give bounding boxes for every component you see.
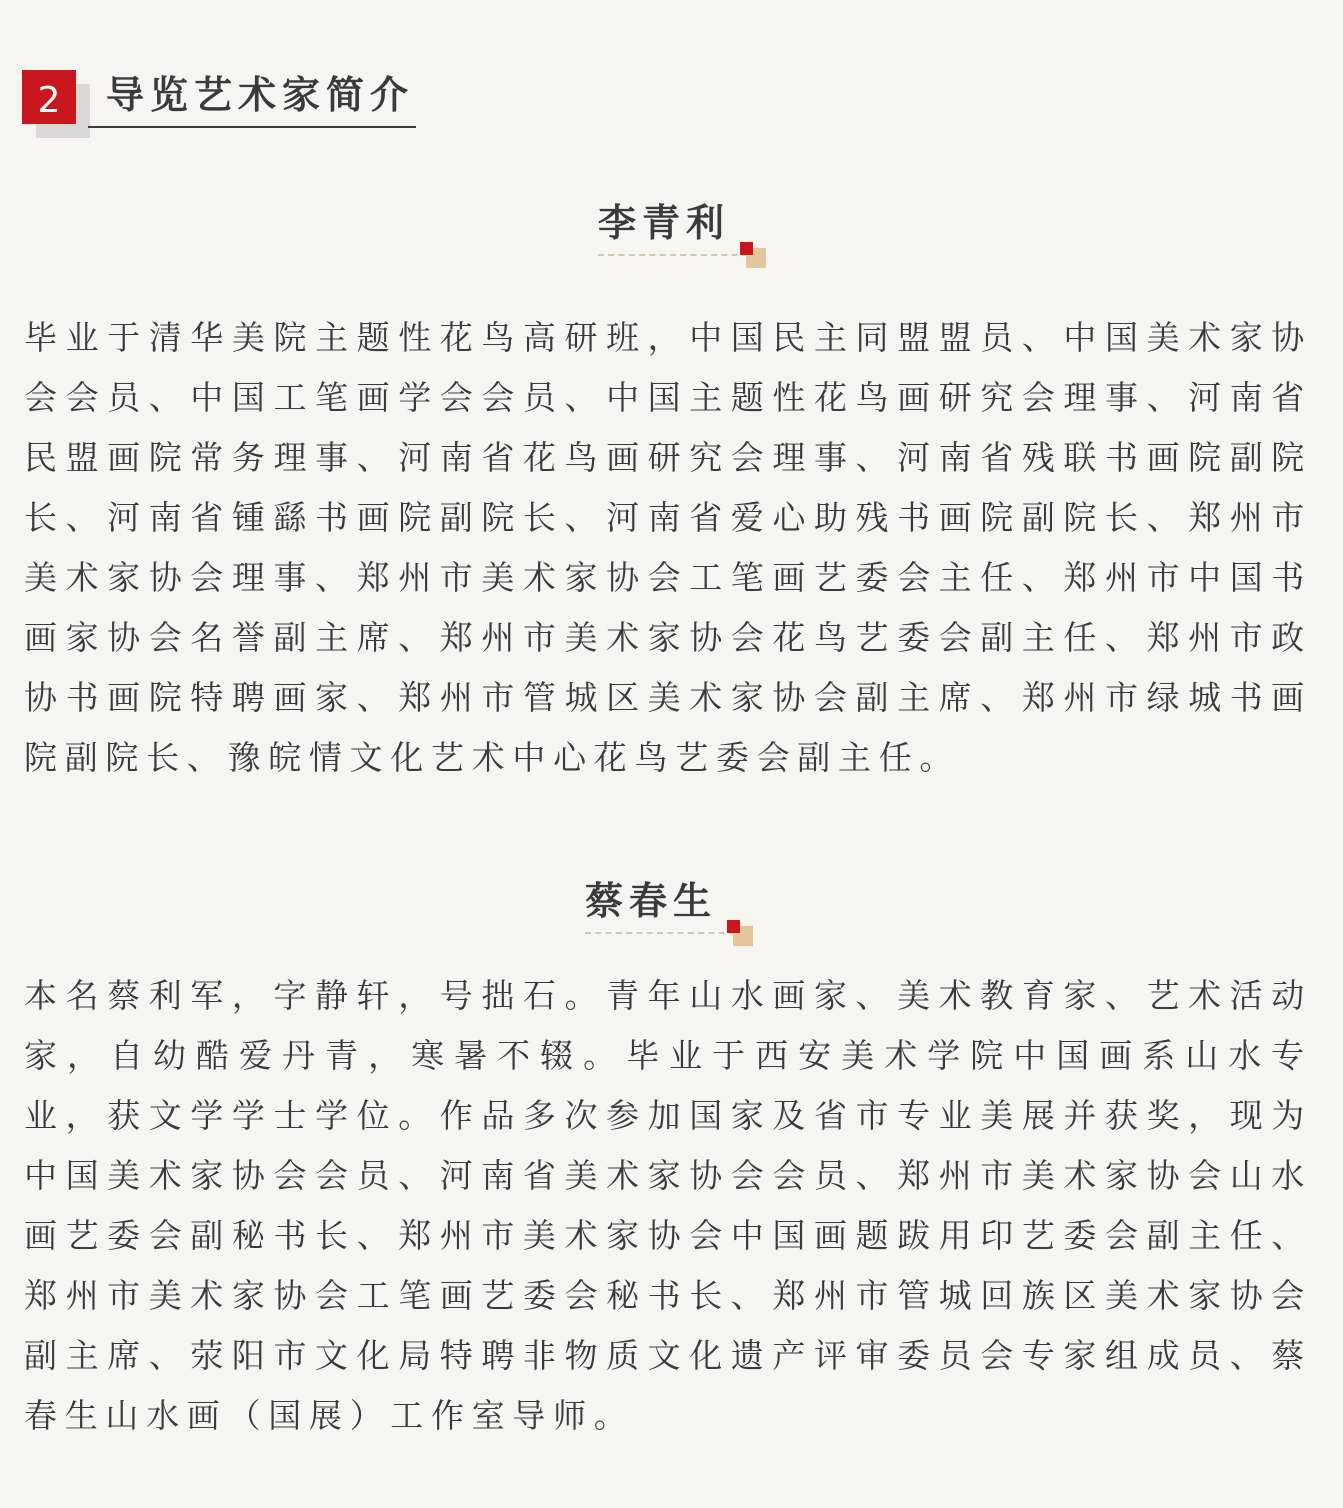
section-header	[22, 70, 422, 140]
name-dashed-underline	[585, 932, 735, 934]
section-title: 导览艺术家简介	[106, 73, 415, 117]
corner-accent-red	[740, 242, 753, 255]
artist-bio: 本名蔡利军，字静轩，号拙石。青年山水画家、美术教育家、艺术活动家，自幼酷爱丹青，寒暑不辍。毕业于西安美术学院中国画系山水专业，获文学学士学位。作品多次参加国家及省市专业美展并获奖，现为中国美术家协会会员、河南省美术家协会会员、郑州市美术家协会山水画艺委会副秘书长、郑州市美术家协会中国画题跋用印艺委会副主任、郑州市美术家协会工笔画艺委会秘书长、郑州市管城回族区美术家协会副主席、荥阳市文化局特聘非物质文化遗产评审委员会专家组成员、蔡春生山水画（国展）工作室导师。	[24, 976, 1312, 1435]
section-title-underline	[88, 126, 416, 128]
artist-name-heading	[585, 876, 885, 956]
section-number-badge: 2	[22, 70, 76, 124]
artist-name-heading	[598, 198, 898, 278]
artist-name: 蔡春生	[585, 879, 718, 923]
corner-accent-red	[727, 920, 740, 933]
artist-bio: 毕业于清华美院主题性花鸟高研班，中国民主同盟盟员、中国美术家协会会员、中国工笔画学会会员、中国主题性花鸟画研究会理事、河南省民盟画院常务理事、河南省花鸟画研究会理事、河南省残联书画院副院长、河南省锺繇书画院副院长、河南省爱心助残书画院副院长、郑州市美术家协会理事、郑州市美术家协会工笔画艺委会主任、郑州市中国书画家协会名誉副主席、郑州市美术家协会花鸟艺委会副主任、郑州市政协书画院特聘画家、郑州市管城区美术家协会副主席、郑州市绿城书画院副院长、豫皖情文化艺术中心花鸟艺委会副主任。	[24, 318, 1312, 777]
name-dashed-underline	[598, 254, 748, 256]
artist-name: 李青利	[598, 201, 731, 245]
